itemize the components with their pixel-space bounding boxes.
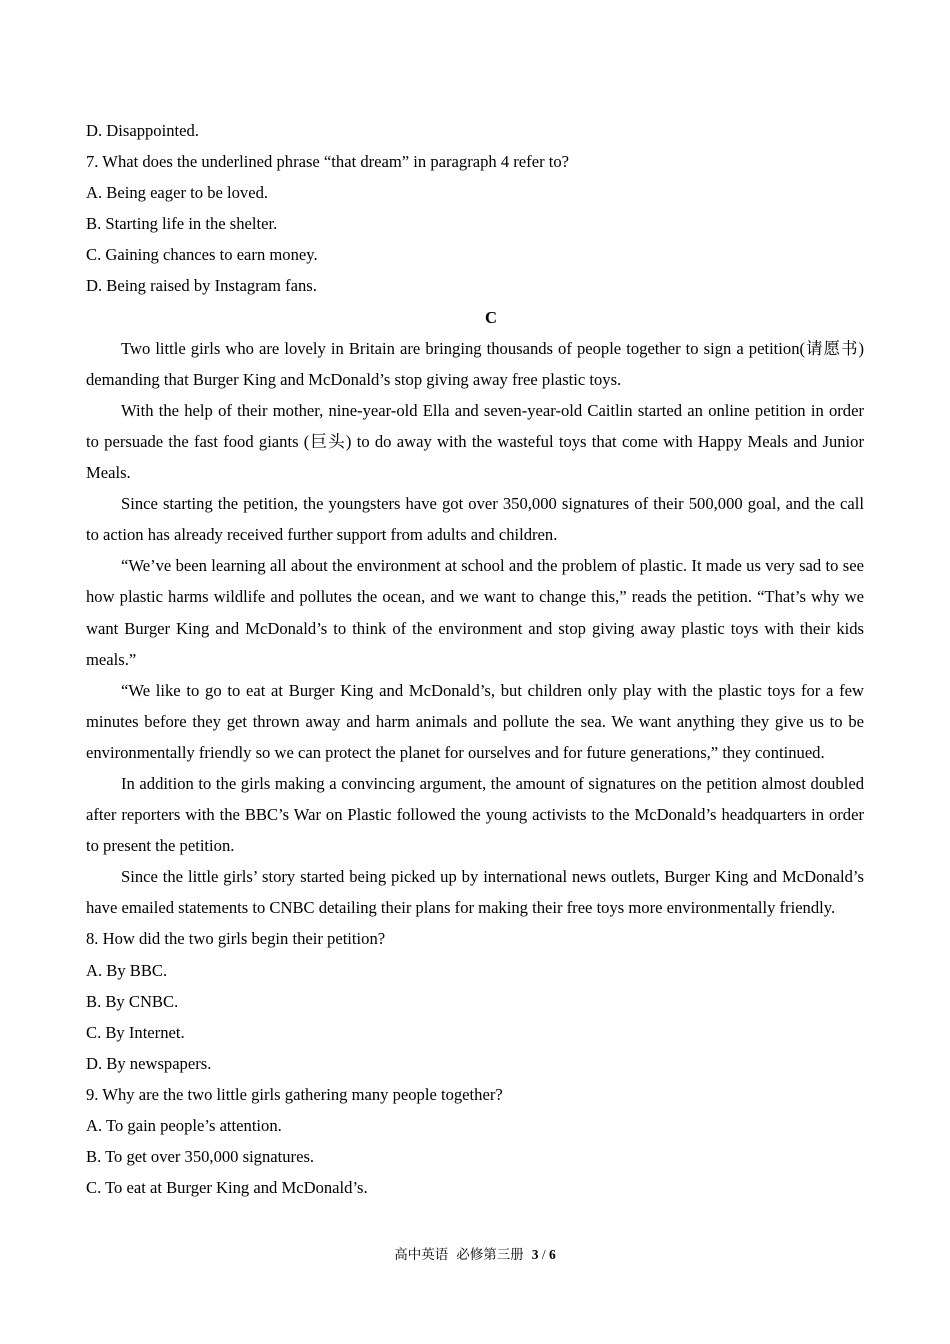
passage-line: how plastic harms wildlife and pollutes the ocean, and we want to change this,” reads the petition. “That’s why we (86, 587, 864, 607)
document-page (86, 115, 864, 1203)
passage-line: “We like to go to eat at Burger King and McDonald’s, but children only play with the plastic toys for a few (121, 680, 864, 700)
passage-line: meals.” (86, 649, 137, 669)
footer-subject: 高中英语 (394, 1247, 449, 1262)
passage-line: minutes before they get thrown away and harm animals and pollute the sea. We want anything they give us to be (86, 711, 864, 731)
answer-option: A. By BBC. (86, 960, 168, 980)
passage-line: want Burger King and McDonald’s to think of the environment and stop giving away plastic toys with their kids (86, 618, 864, 638)
footer-separator: / (541, 1247, 546, 1262)
passage-line: In addition to the girls making a convincing argument, the amount of signatures on the petition almost doubled (121, 773, 864, 793)
passage-paragraph (86, 488, 864, 550)
answer-option: A. To gain people’s attention. (86, 1116, 282, 1135)
passage-line: With the help of their mother, nine-year-old Ella and seven-year-old Caitlin started an online petition in order (121, 400, 864, 420)
passage-line: have emailed statements to CNBC detailing their plans for making their free toys more environmentally friendly. (86, 898, 836, 918)
answer-option: B. By CNBC. (86, 991, 179, 1011)
passage-paragraph (86, 395, 864, 488)
passage-line: Since the little girls’ story started being picked up by international news outlets, Burger King and McDonald’s (121, 867, 864, 887)
passage-paragraph (86, 550, 864, 674)
passage-line: Two little girls who are lovely in Britain are bringing thousands of people together to sign a petition(请愿书) (121, 338, 864, 358)
passage-paragraph (86, 333, 864, 395)
passage-line: after reporters with the BBC’s War on Plastic followed the young activists to the McDonald’s headquarters in order (86, 805, 864, 825)
passage-line: demanding that Burger King and McDonald’s stop giving away free plastic toys. (86, 369, 622, 389)
question-stem: 7. What does the underlined phrase “that dream” in paragraph 4 refer to? (86, 152, 570, 172)
answer-option: D. By newspapers. (86, 1053, 212, 1073)
passage-paragraph (86, 675, 864, 768)
answer-option: C. By Internet. (86, 1022, 185, 1042)
passage-line: Since starting the petition, the youngsters have got over 350,000 signatures of their 500,000 goal, and the call (121, 494, 864, 514)
passage-line: environmentally friendly so we can protect the planet for ourselves and for future generations,” they continued. (86, 742, 825, 762)
footer-book: 必修第三册 (456, 1247, 524, 1262)
question-stem: 9. Why are the two little girls gathering many people together? (86, 1084, 503, 1104)
answer-option: D. Being raised by Instagram fans. (86, 276, 317, 296)
passage-line: “We’ve been learning all about the environment at school and the problem of plastic. It made us very sad to see (121, 556, 864, 576)
passage-line: to action has already received further support from adults and children. (86, 525, 558, 545)
section-heading: C (485, 307, 497, 327)
answer-option: C. To eat at Burger King and McDonald’s. (86, 1178, 368, 1198)
passage-paragraph (86, 768, 864, 861)
answer-option: C. Gaining chances to earn money. (86, 245, 318, 265)
passage-line: to persuade the fast food giants (巨头) to do away with the wasteful toys that come with Happy Meals and Junior (86, 431, 864, 451)
answer-option: A. Being eager to be loved. (86, 183, 269, 203)
answer-option: B. To get over 350,000 signatures. (86, 1147, 315, 1167)
passage-line: Meals. (86, 463, 131, 483)
footer-page-number: 3 (531, 1247, 539, 1262)
question-stem: 8. How did the two girls begin their petition? (86, 929, 386, 949)
footer-page-total: 6 (549, 1247, 556, 1262)
passage-paragraph (86, 861, 864, 923)
passage-line: to present the petition. (86, 836, 235, 856)
answer-option: B. Starting life in the shelter. (86, 214, 278, 234)
page-footer (0, 1245, 950, 1265)
answer-option: D. Disappointed. (86, 121, 199, 140)
